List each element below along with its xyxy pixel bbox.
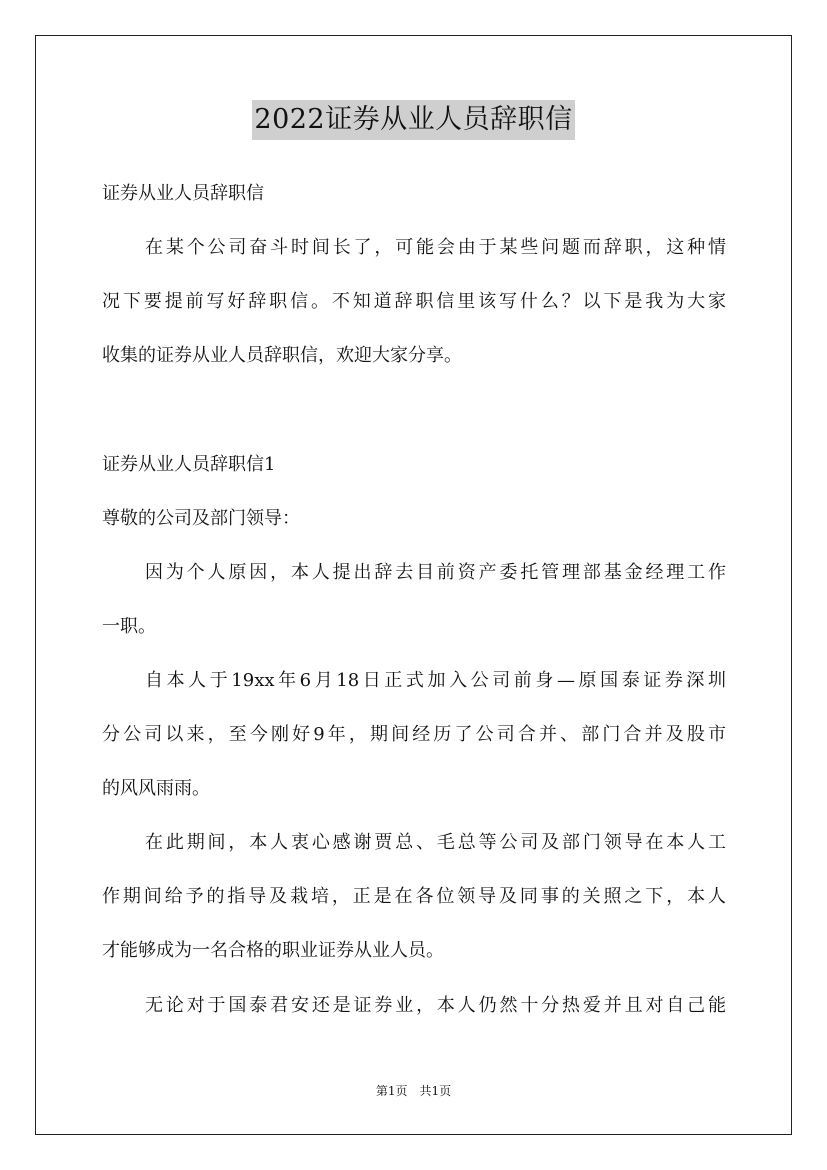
paragraph-3-line-1: 在此期间，本人衷心感谢贾总、毛总等公司及部门领导在本人工: [145, 832, 726, 853]
intro-line-2: 况下要提前写好辞职信。不知道辞职信里该写什么？以下是我为大家: [102, 291, 726, 312]
document-title: 2022证券从业人员辞职信: [252, 100, 574, 140]
paragraph-1-line-1: 因为个人原因，本人提出辞去目前资产委托管理部基金经理工作: [145, 562, 726, 583]
page-number: 第1页: [375, 1084, 408, 1098]
section-heading: 证券从业人员辞职信1: [102, 454, 276, 475]
salutation: 尊敬的公司及部门领导：: [102, 508, 300, 529]
paragraph-2-line-1: 自本人于19xx年6月18日正式加入公司前身—原国泰证券深圳: [145, 670, 726, 691]
subtitle: 证券从业人员辞职信: [102, 183, 264, 204]
paragraph-3-line-3: 才能够成为一名合格的职业证券从业人员。: [102, 940, 444, 961]
intro-line-3: 收集的证券从业人员辞职信，欢迎大家分享。: [102, 345, 462, 366]
page-total: 共1页: [419, 1084, 452, 1098]
paragraph-2-line-3: 的风风雨雨。: [102, 778, 210, 799]
paragraph-2-line-2: 分公司以来，至今刚好9年，期间经历了公司合并、部门合并及股市: [102, 724, 726, 745]
paragraph-3-line-2: 作期间给予的指导及栽培，正是在各位领导及同事的关照之下，本人: [102, 886, 726, 907]
title-container: [0, 100, 827, 140]
paragraph-1-line-2: 一职。: [102, 616, 156, 637]
intro-line-1: 在某个公司奋斗时间长了，可能会由于某些问题而辞职，这种情: [145, 237, 726, 258]
paragraph-4-line-1: 无论对于国泰君安还是证券业，本人仍然十分热爱并且对自己能: [145, 995, 726, 1016]
page-footer: [0, 1083, 827, 1099]
